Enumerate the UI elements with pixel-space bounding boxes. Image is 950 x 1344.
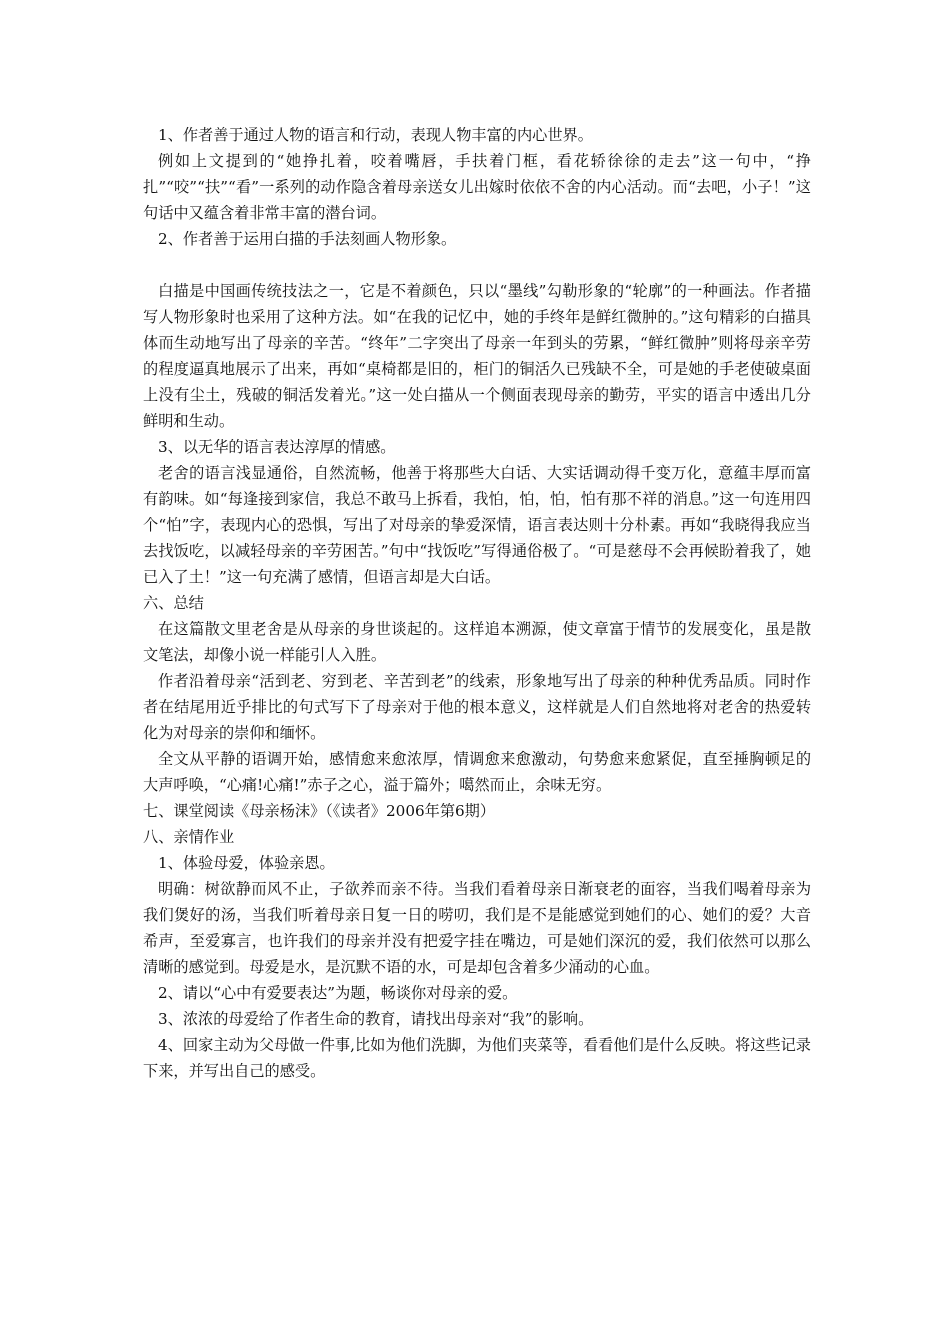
clarification-paragraph: 明确：树欲静而风不止，子欲养而亲不待。当我们看着母亲日渐衰老的面容，当我们喝着母亲为我们煲好的汤，当我们听着母亲日复一日的唠叨，我们是不是能感觉到她们的心、她们的爱？大音希声，至爱寡言，也许我们的母亲并没有把爱字挂在嘴边，可是她们深沉的爱，我们依然可以那么清晰的感觉到。母爱是水，是沉默不语的水，可是却包含着多少涌动的心血。 bbox=[143, 880, 811, 976]
language-paragraph: 老舍的语言浅显通俗，自然流畅，他善于将那些大白话、大实话调动得千变万化，意蕴丰厚而富有韵味。如“每逢接到家信，我总不敢马上拆看，我怕，怕，怕，怕有那不祥的消息。”这一句连用四个“怕”字，表现内心的恐惧，写出了对母亲的挚爱深情，语言表达则十分朴素。再如“我晓得我应当去找饭吃，以减轻母亲的辛劳困苦。”句中“找饭吃”写得通俗极了。“可是慈母不会再候盼着我了，她已入了土！”这一句充满了感情，但语言却是大白话。 bbox=[143, 464, 811, 586]
blank-line bbox=[143, 252, 811, 278]
example-paragraph: 例如上文提到的“她挣扎着，咬着嘴唇，手扶着门框，看花轿徐徐的走去”这一句中，“挣扎”“咬”“扶”“看”一系列的动作隐含着母亲送女儿出嫁时依依不舍的内心活动。而“去吧，小子！”这句话中又蕴含着非常丰富的潜台词。 bbox=[143, 152, 811, 222]
section-7-heading: 七、课堂阅读《母亲杨沫》（《读者》2006年第6期） bbox=[143, 802, 496, 820]
homework-item-2: 2、请以“心中有爱要表达”为题，畅谈你对母亲的爱。 bbox=[158, 984, 518, 1002]
summary-paragraph-1: 在这篇散文里老舍是从母亲的身世谈起的。这样追本溯源，使文章富于情节的发展变化，虽是散文笔法，却像小说一样能引人入胜。 bbox=[143, 620, 811, 664]
homework-item-3: 3、浓浓的母爱给了作者生命的教育，请找出母亲对“我”的影响。 bbox=[158, 1010, 594, 1028]
section-8-heading: 八、亲情作业 bbox=[143, 828, 235, 846]
summary-paragraph-3: 全文从平静的语调开始，感情愈来愈浓厚，情调愈来愈激动，句势愈来愈紧促，直至捶胸顿足的大声呼唤，“心痛!心痛!”赤子之心，溢于篇外；噶然而止，余味无穷。 bbox=[143, 750, 811, 794]
homework-item-1: 1、体验母爱，体验亲恩。 bbox=[158, 854, 335, 872]
homework-item-4: 4、回家主动为父母做一件事,比如为他们洗脚，为他们夹菜等，看看他们是什么反映。将这些记录下来，并写出自己的感受。 bbox=[143, 1036, 811, 1080]
point-1-heading: 1、作者善于通过人物的语言和行动，表现人物丰富的内心世界。 bbox=[158, 126, 593, 144]
point-3-heading: 3、以无华的语言表达淳厚的情感。 bbox=[158, 438, 396, 456]
document-body bbox=[143, 122, 811, 1084]
summary-paragraph-2: 作者沿着母亲“活到老、穷到老、辛苦到老”的线索，形象地写出了母亲的种种优秀品质。同时作者在结尾用近乎排比的句式写下了母亲对于他的根本意义，这样就是人们自然地将对老舍的热爱转化为对母亲的崇仰和缅怀。 bbox=[143, 672, 811, 742]
baimiao-paragraph: 白描是中国画传统技法之一，它是不着颜色，只以“墨线”勾勒形象的“轮廓”的一种画法。作者描写人物形象时也采用了这种方法。如“在我的记忆中，她的手终年是鲜红微肿的。”这句精彩的白描具体而生动地写出了母亲的辛苦。“终年”二字突出了母亲一年到头的劳累，“鲜红微肿”则将母亲辛劳的程度逼真地展示了出来，再如“桌椅都是旧的，柜门的铜活久已残缺不全，可是她的手老使破桌面上没有尘土，残破的铜活发着光。”这一处白描从一个侧面表现母亲的勤劳，平实的语言中透出几分鲜明和生动。 bbox=[143, 282, 811, 430]
section-6-heading: 六、总结 bbox=[143, 594, 204, 612]
point-2-heading: 2、作者善于运用白描的手法刻画人物形象。 bbox=[158, 230, 457, 248]
